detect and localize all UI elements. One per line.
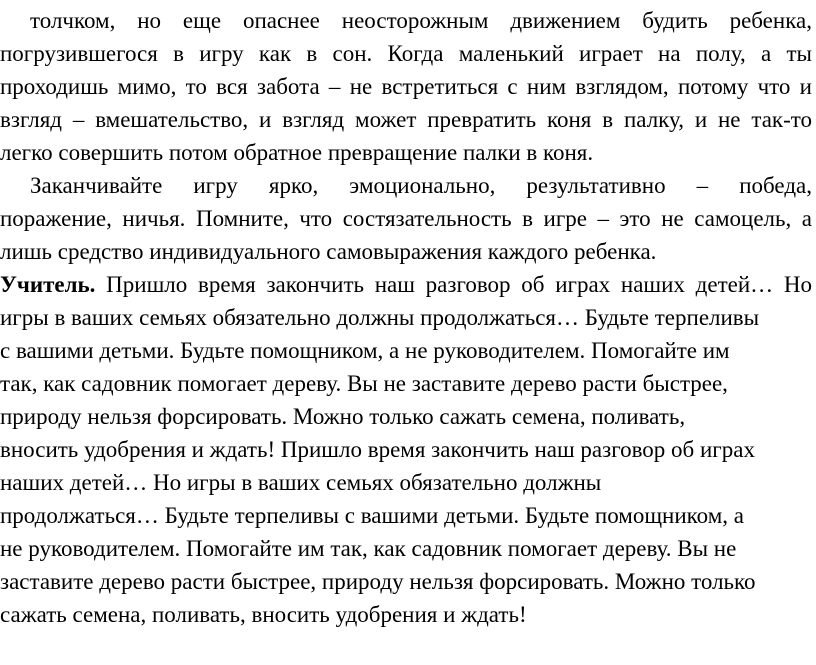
- text-span: Пришло время закончить наш разговор об играх наших детей… Но: [95, 272, 812, 297]
- text-line: игры в ваших семьях обязательно должны продолжаться… Будьте терпеливы: [0, 305, 760, 330]
- text-line: поражение, ничья. Помните, что состязательность в игре – это не самоцель, а: [0, 206, 812, 231]
- text-line: сажать семена, поливать, вносить удобрения и ждать!: [0, 602, 527, 627]
- text-line: так, как садовник помогает дереву. Вы не заставите дерево расти быстрее,: [0, 371, 728, 396]
- text-line: [0, 268, 812, 301]
- text-line: Заканчивайте игру ярко, эмоционально, результативно – победа,: [30, 173, 812, 198]
- text-line: погрузившегося в игру как в сон. Когда маленький играет на полу, а ты: [0, 41, 812, 66]
- text-line: заставите дерево расти быстрее, природу нельзя форсировать. Можно только: [0, 569, 756, 594]
- text-line: наших детей… Но игры в ваших семьях обязательно должны: [0, 470, 602, 495]
- speaker-label: Учитель.: [0, 272, 96, 297]
- text-line: лишь средство индивидуального самовыражения каждого ребенка.: [0, 239, 657, 264]
- text-line: взгляд – вмешательство, и взгляд может превратить коня в палку, и не так-то: [0, 107, 812, 132]
- text-line: легко совершить потом обратное превращение палки в коня.: [0, 140, 594, 165]
- text-line: природу нельзя форсировать. Можно только сажать семена, поливать,: [0, 404, 686, 429]
- text-line: продолжаться… Будьте терпеливы с вашими детьми. Будьте помощником, а: [0, 503, 745, 528]
- text-line: толчком, но еще опаснее неосторожным движением будить ребенка,: [30, 8, 812, 33]
- text-line: проходишь мимо, то вся забота – не встретиться с ним взглядом, потому что и: [0, 74, 812, 99]
- text-line: с вашими детьми. Будьте помощником, а не руководителем. Помогайте им: [0, 338, 730, 363]
- text-line: вносить удобрения и ждать! Пришло время закончить наш разговор об играх: [0, 437, 755, 462]
- text-line: не руководителем. Помогайте им так, как садовник помогает дереву. Вы не: [0, 536, 737, 561]
